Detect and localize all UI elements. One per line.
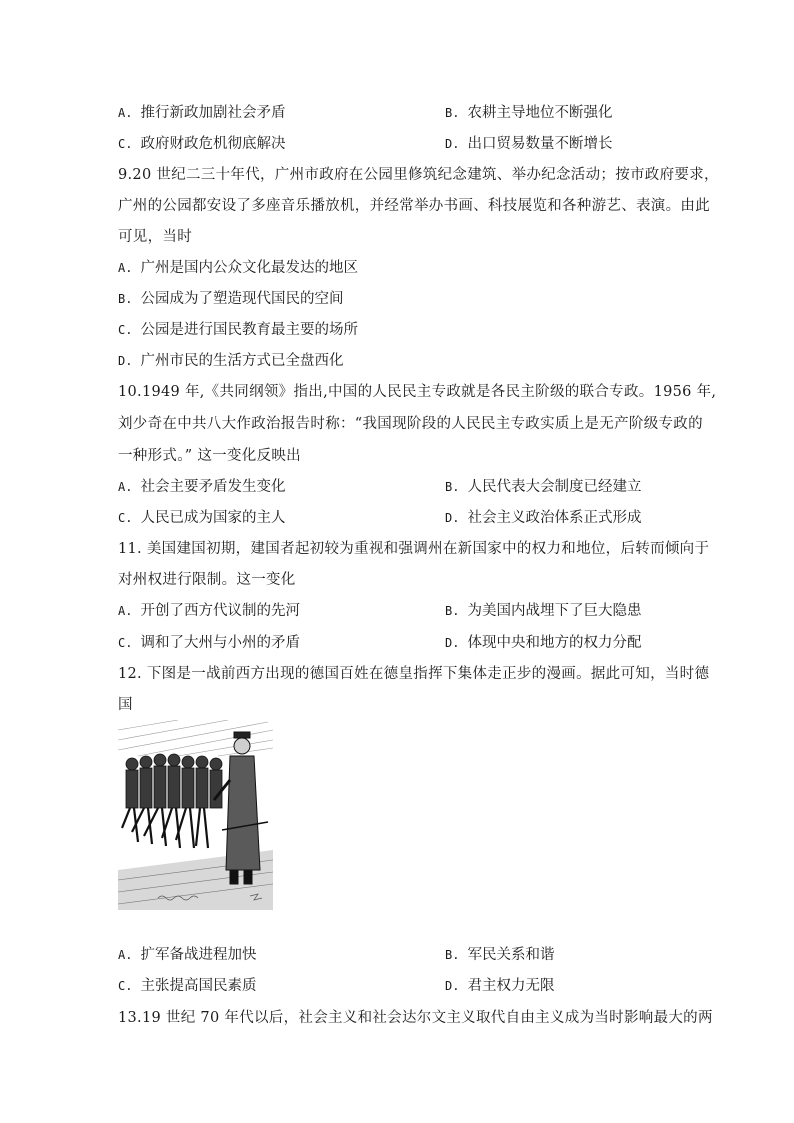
q8-option-d: D. 出口贸易数量不断增长 — [445, 136, 613, 152]
q9-stem-line-1: 9.20 世纪二三十年代，广州市政府在公园里修筑纪念建筑、举办纪念活动；按市政府要求， — [118, 167, 719, 183]
q12-option-c: C. 主张提高国民素质 — [118, 978, 257, 994]
q9-option-b: B. 公园成为了塑造现代国民的空间 — [118, 291, 344, 307]
q13-stem-line-1: 13.19 世纪 70 年代以后，社会主义和社会达尔文主义取代自由主义成为当时影响最大的两 — [118, 1010, 713, 1026]
q11-option-d: D. 体现中央和地方的权力分配 — [445, 635, 642, 651]
q8-option-b: B. 农耕主导地位不断强化 — [445, 105, 613, 121]
q10-option-d: D. 社会主义政治体系正式形成 — [445, 510, 642, 526]
q10-stem-line-1: 10.1949 年,《共同纲领》指出,中国的人民民主专政就是各民主阶级的联合专政。1956 年, — [118, 384, 717, 400]
q9-option-d: D. 广州市民的生活方式已全盘西化 — [118, 353, 344, 369]
q9-option-a: A. 广州是国内公众文化最发达的地区 — [118, 260, 358, 276]
q12-option-b: B. 军民关系和谐 — [445, 947, 555, 963]
q12-stem-line-2: 国 — [118, 697, 133, 713]
q12-option-a: A. 扩军备战进程加快 — [118, 947, 257, 963]
q11-option-b: B. 为美国内战埋下了巨大隐患 — [445, 603, 642, 619]
q10-option-b: B. 人民代表大会制度已经建立 — [445, 479, 642, 495]
q10-stem-line-2: 刘少奇在中共八大作政治报告时称：“我国现阶段的人民民主专政实质上是无产阶级专政的 — [118, 416, 703, 432]
q10-stem-line-3: 一种形式。” 这一变化反映出 — [118, 448, 301, 464]
marching-cartoon-image — [118, 720, 273, 910]
q8-option-a: A. 推行新政加剧社会矛盾 — [118, 105, 286, 121]
q10-option-c: C. 人民已成为国家的主人 — [118, 510, 286, 526]
q9-stem-line-2: 广州的公园都安设了多座音乐播放机，并经常举办书画、科技展览和各种游艺、表演。由此 — [118, 198, 710, 214]
q9-option-c: C. 公园是进行国民教育最主要的场所 — [118, 322, 358, 338]
q12-stem-line-1: 12. 下图是一战前西方出现的德国百姓在德皇指挥下集体走正步的漫画。据此可知，当时德 — [118, 666, 710, 682]
q12-option-d: D. 君主权力无限 — [445, 978, 555, 994]
q11-stem-line-2: 对州权进行限制。这一变化 — [118, 572, 296, 588]
q11-option-a: A. 开创了西方代议制的先河 — [118, 603, 300, 619]
q8-option-c: C. 政府财政危机彻底解决 — [118, 136, 286, 152]
q10-option-a: A. 社会主要矛盾发生变化 — [118, 479, 286, 495]
q11-stem-line-1: 11. 美国建国初期，建国者起初较为重视和强调州在新国家中的权力和地位，后转而倾向于 — [118, 541, 710, 557]
q9-stem-line-3: 可见，当时 — [118, 229, 192, 245]
q11-option-c: C. 调和了大州与小州的矛盾 — [118, 635, 300, 651]
